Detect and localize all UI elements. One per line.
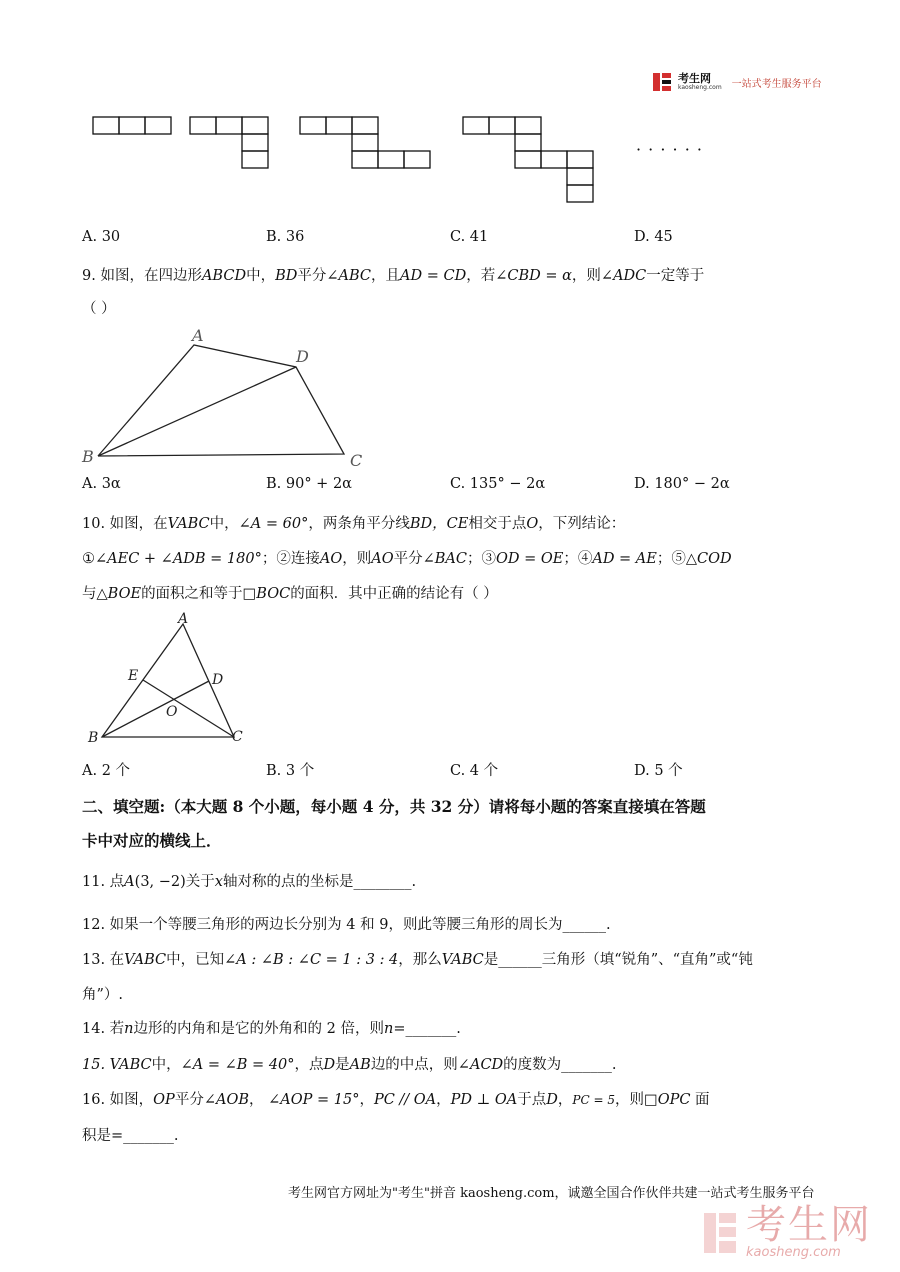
q8-square xyxy=(404,151,430,168)
q8-square xyxy=(326,117,352,134)
brand-url: kaosheng.com xyxy=(678,84,722,91)
q8-square xyxy=(515,117,541,134)
q9-option-a: A. 3α xyxy=(82,476,121,492)
q10-label-e: E xyxy=(128,668,139,684)
q10-option-b: B. 3 个 xyxy=(266,763,315,779)
q10-stem-line1: 10. 如图，在VABC中，∠A = 60°，两条角平分线BD，CE相交于点O，下列结论： xyxy=(82,516,626,532)
q8-square xyxy=(352,134,378,151)
q8-square xyxy=(145,117,171,134)
q16-text-line2: 积是=_______. xyxy=(82,1128,179,1144)
q8-square xyxy=(463,117,489,134)
q8-option-c: C. 41 xyxy=(450,229,489,245)
q8-square xyxy=(567,151,593,168)
q14-text: 14. 若n边形的内角和是它的外角和的 2 倍，则n=_______. xyxy=(82,1021,461,1037)
q12-text: 12. 如果一个等腰三角形的两边长分别为 4 和 9，则此等腰三角形的周长为______. xyxy=(82,917,611,933)
q13-text-line2: 角”）. xyxy=(82,987,124,1003)
q10-option-d: D. 5 个 xyxy=(634,763,683,779)
q8-square xyxy=(515,151,541,168)
q8-pattern-figures xyxy=(90,112,710,208)
section2-heading-line1: 二、填空题:（本大题 8 个小题，每小题 4 分，共 32 分）请将每小题的答案直接填在答题 xyxy=(82,797,706,816)
brand-name: 考生网 xyxy=(678,72,711,85)
q10-option-a: A. 2 个 xyxy=(82,763,131,779)
q8-option-d: D. 45 xyxy=(634,229,673,245)
q16-text-line1: 16. 如图，OP平分∠AOB， ∠AOP = 15°，PC // OA，PD ⊥ OA于点D，PC = 5，则□OPC 面 xyxy=(82,1092,710,1108)
q9-option-b: B. 90° + 2α xyxy=(266,476,352,492)
watermark-logo-icon xyxy=(702,1211,738,1255)
q8-square xyxy=(242,134,268,151)
q8-square xyxy=(567,185,593,202)
q8-square xyxy=(93,117,119,134)
q9-label-a: A xyxy=(192,326,204,345)
q9-label-c: C xyxy=(350,451,363,470)
q9-label-b: B xyxy=(82,447,94,466)
q8-square xyxy=(242,117,268,134)
q8-square xyxy=(242,151,268,168)
q11-text: 11. 点A(3, −2)关于x轴对称的点的坐标是________. xyxy=(82,874,417,890)
q8-square xyxy=(352,151,378,168)
q8-square xyxy=(567,168,593,185)
q8-square xyxy=(216,117,242,134)
watermark xyxy=(702,1202,872,1260)
header-logo xyxy=(652,72,822,92)
q10-label-o: O xyxy=(166,704,178,720)
q8-square xyxy=(515,134,541,151)
q13-text-line1: 13. 在VABC中，已知∠A : ∠B : ∠C = 1 : 3 : 4，那么VABC是______三角形（填“锐角”、“直角”或“钝 xyxy=(82,952,753,968)
q8-option-b: B. 36 xyxy=(266,229,305,245)
q10-label-d: D xyxy=(212,672,224,688)
page-footer: 考生网官方网址为"考生"拼音 kaosheng.com，诚邀全国合作伙伴共建一站式考生服务平台 xyxy=(288,1186,815,1201)
brand-logo-icon xyxy=(652,72,672,92)
section2-heading-line2: 卡中对应的横线上． xyxy=(82,831,222,850)
q9-quadrilateral-figure xyxy=(78,322,378,472)
q8-square xyxy=(489,117,515,134)
q10-option-c: C. 4 个 xyxy=(450,763,499,779)
q8-option-a: A. 30 xyxy=(82,229,121,245)
q8-square xyxy=(541,151,567,168)
q10-label-b: B xyxy=(88,730,99,746)
q8-square xyxy=(190,117,216,134)
q8-square xyxy=(119,117,145,134)
q9-label-d: D xyxy=(296,347,309,366)
q10-label-a: A xyxy=(178,611,189,627)
q10-stem-line2: ①∠AEC + ∠ADB = 180°；②连接AO，则AO平分∠BAC；③OD = OE；④AD = AE；⑤△COD xyxy=(82,551,732,567)
q15-text: 15. VABC中，∠A = ∠B = 40°，点D是AB边的中点，则∠ACD的度数为_______. xyxy=(82,1057,617,1073)
q9-option-d: D. 180° − 2α xyxy=(634,476,730,492)
q10-stem-line3: 与△BOE的面积之和等于□BOC的面积．其中正确的结论有（ ） xyxy=(82,586,498,602)
brand-slogan: 一站式考生服务平台 xyxy=(731,78,822,90)
q8-square xyxy=(378,151,404,168)
q10-triangle-figure xyxy=(82,610,262,750)
q8-square xyxy=(300,117,326,134)
q8-ellipsis: · · · · · · xyxy=(636,140,703,159)
q9-option-c: C. 135° − 2α xyxy=(450,476,546,492)
q9-stem: 9. 如图，在四边形ABCD中，BD平分∠ABC，且AD = CD，若∠CBD = α，则∠ADC一定等于 xyxy=(82,268,705,284)
q10-label-c: C xyxy=(232,729,243,745)
watermark-name: 考生网 xyxy=(746,1202,872,1248)
watermark-url: kaosheng.com xyxy=(746,1245,841,1260)
q9-answer-paren: （ ） xyxy=(82,301,116,317)
q8-square xyxy=(352,117,378,134)
